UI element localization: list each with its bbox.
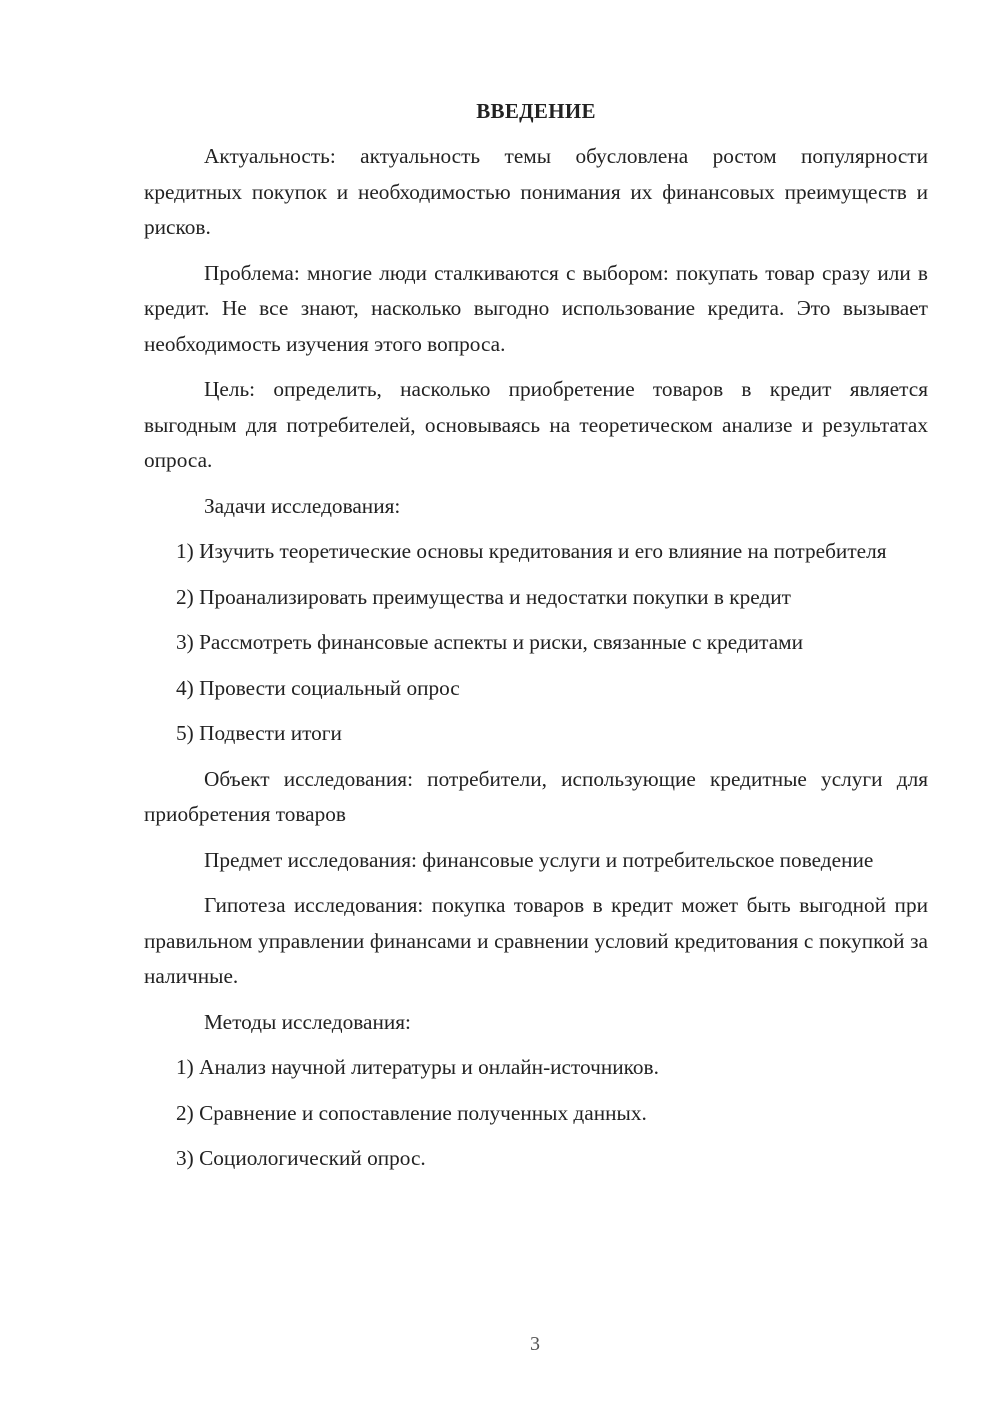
- task-item-4: 4) Провести социальный опрос: [176, 675, 460, 700]
- goal-paragraph: Цель: определить, насколько приобретение товаров в кредит является выгодным для потребителей, основываясь на теоретическом анализе и результатах опроса.: [144, 377, 928, 472]
- object-paragraph: Объект исследования: потребители, использующие кредитные услуги для приобретения товаров: [144, 766, 928, 826]
- subject-paragraph: Предмет исследования: финансовые услуги и потребительское поведение: [204, 847, 874, 872]
- document-page: [144, 96, 928, 1187]
- hypothesis-paragraph: Гипотеза исследования: покупка товаров в кредит может быть выгодной при правильном управлении финансами и сравнении условий кредитования с покупкой за наличные.: [144, 893, 928, 988]
- task-item-1: 1) Изучить теоретические основы кредитования и его влияние на потребителя: [176, 539, 887, 563]
- task-item-5: 5) Подвести итоги: [176, 721, 342, 745]
- task-item-2: 2) Проанализировать преимущества и недостатки покупки в кредит: [176, 584, 791, 609]
- page-number: 3: [530, 1333, 540, 1355]
- problem-paragraph: Проблема: многие люди сталкиваются с выбором: покупать товар сразу или в кредит. Не все знают, насколько выгодно использование кредита. Это вызывает необходимость изучения этого вопроса.: [144, 260, 928, 356]
- method-item-1: 1) Анализ научной литературы и онлайн-источников.: [176, 1055, 659, 1079]
- method-item-3: 3) Социологический опрос.: [176, 1146, 426, 1170]
- document-title: ВВЕДЕНИЕ: [476, 99, 596, 123]
- method-item-2: 2) Сравнение и сопоставление полученных данных.: [176, 1100, 647, 1125]
- relevance-paragraph: Актуальность: актуальность темы обусловлена ростом популярности кредитных покупок и необходимостью понимания их финансовых преимуществ и рисков.: [144, 144, 928, 239]
- methods-heading: Методы исследования:: [204, 1009, 411, 1034]
- tasks-heading: Задачи исследования:: [204, 493, 401, 518]
- task-item-3: 3) Рассмотреть финансовые аспекты и риски, связанные с кредитами: [176, 630, 804, 654]
